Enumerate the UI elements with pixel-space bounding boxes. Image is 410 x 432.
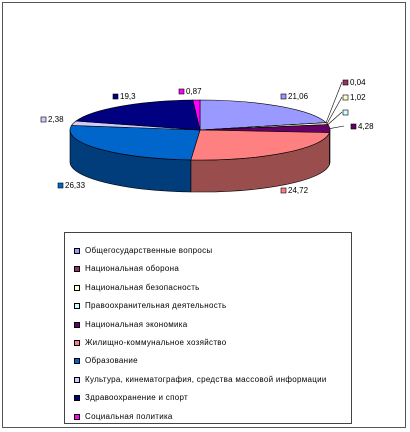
leader-line-4 [330, 126, 344, 129]
legend-label-8: Здравоохранение и спорт [85, 393, 189, 403]
data-label-swatch-6 [58, 183, 63, 188]
pie-top [70, 100, 330, 160]
data-label-4: 4,28 [358, 122, 374, 131]
legend-item-9 [65, 408, 351, 426]
data-label-6: 26,33 [65, 181, 86, 190]
legend [64, 232, 352, 424]
legend-swatch-7 [74, 377, 80, 383]
legend-label-7: Культура, кинематография, средства массовой информации [85, 374, 327, 384]
legend-item-8 [65, 389, 351, 407]
legend-label-5: Жилищно-коммунальное хозяйство [85, 337, 227, 347]
legend-swatch-4 [74, 322, 80, 328]
legend-label-1: Национальная оборона [85, 264, 180, 274]
legend-label-3: Правоохранительная деятельность [85, 301, 227, 311]
data-label-8: 19,3 [120, 92, 136, 101]
legend-swatch-1 [74, 266, 80, 272]
legend-item-5 [65, 334, 351, 352]
legend-item-3 [65, 297, 351, 315]
legend-label-6: Образование [85, 356, 138, 366]
legend-item-6 [65, 352, 351, 370]
data-label-2: 1,02 [350, 93, 366, 102]
data-label-swatch-4 [351, 124, 356, 129]
leader-line-1 [326, 82, 342, 123]
legend-swatch-6 [74, 358, 80, 364]
data-label-swatch-7 [41, 117, 46, 122]
legend-swatch-3 [74, 303, 80, 309]
data-label-0: 21,06 [288, 92, 309, 101]
legend-swatch-2 [74, 285, 80, 291]
data-label-9: 0,87 [186, 87, 202, 96]
data-label-5: 24,72 [288, 186, 309, 195]
data-label-swatch-1 [343, 80, 348, 85]
legend-label-0: Общегосударственные вопросы [85, 246, 213, 255]
legend-swatch-9 [74, 414, 80, 420]
legend-swatch-5 [74, 340, 80, 346]
data-label-swatch-9 [179, 89, 184, 94]
legend-label-9: Социальная политика [85, 411, 173, 421]
legend-label-2: Национальная безопасность [85, 282, 200, 292]
legend-item-0 [65, 242, 351, 260]
legend-item-1 [65, 260, 351, 278]
data-label-1: 0,04 [350, 78, 366, 87]
data-label-swatch-0 [281, 94, 286, 99]
legend-label-4: Национальная экономика [85, 319, 188, 329]
legend-item-2 [65, 279, 351, 297]
legend-swatch-0 [74, 248, 80, 254]
data-label-swatch-8 [113, 94, 118, 99]
data-label-swatch-3 [343, 110, 348, 115]
legend-swatch-8 [74, 395, 80, 401]
legend-item-4 [65, 316, 351, 334]
data-label-swatch-5 [281, 188, 286, 193]
legend-item-7 [65, 371, 351, 389]
data-label-7: 2,38 [48, 115, 64, 124]
data-label-swatch-2 [343, 95, 348, 100]
